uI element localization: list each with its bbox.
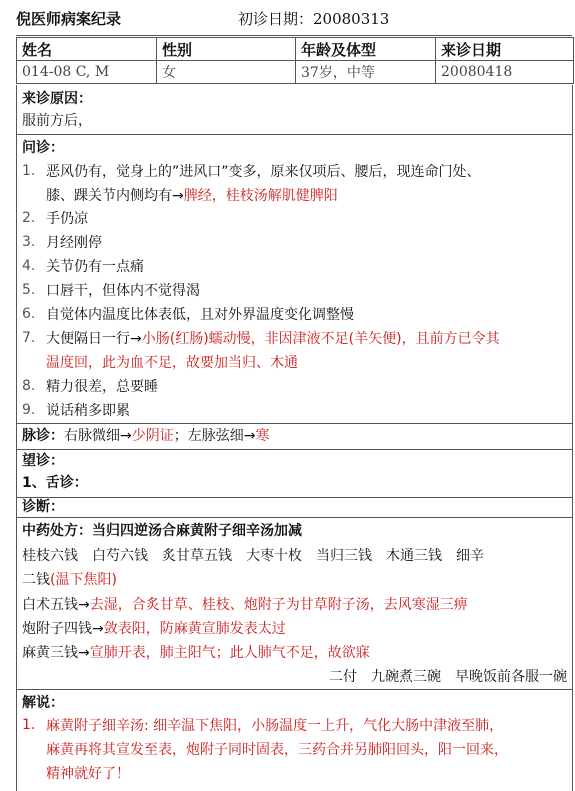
arrow-icon: → <box>78 645 90 661</box>
header-age-build: 年龄及体型 <box>296 38 436 61</box>
observation-label: 望诊： <box>22 453 64 469</box>
inquiry-item-9: 说话稍多即累 <box>46 403 130 419</box>
tongue-label: 1、舌诊： <box>22 475 88 491</box>
pulse-right: 右脉微细 <box>64 428 120 444</box>
divider-diagnosis <box>16 517 573 518</box>
inquiry-item-3: 月经刚停 <box>46 235 102 251</box>
herb-xixin-dose: 二钱 <box>22 572 50 588</box>
header-rule <box>16 35 572 36</box>
herb-baishao: 白芍六钱 <box>92 548 148 564</box>
patient-id: 014-08 C, M <box>17 61 157 84</box>
reason-text: 服前方后， <box>22 113 92 129</box>
pulse-label: 脉诊： <box>22 428 64 444</box>
herb-paofuzi-line <box>22 620 286 639</box>
inquiry-item-7-line1 <box>46 330 500 349</box>
divider-inquiry <box>16 423 573 424</box>
first-visit-date: 初诊日期：20080313 <box>238 10 390 28</box>
herbs-line-1 <box>22 547 484 566</box>
inquiry-item-5: 口唇干，但体内不觉得渴 <box>46 283 200 299</box>
divider-observation <box>16 497 573 498</box>
inquiry-num-2: 2. <box>22 210 36 226</box>
record-header <box>16 8 389 29</box>
inquiry-num-5: 5. <box>22 282 36 298</box>
reason-label: 来诊原因： <box>22 91 92 107</box>
inquiry-num-1: 1. <box>22 163 36 179</box>
herb-danggui: 当归三钱 <box>316 548 372 564</box>
arrow-icon: → <box>130 331 142 347</box>
arrow-icon: → <box>92 621 104 637</box>
inquiry-item-7-note: 小肠(红肠)蠕动慢，非因津液不足(羊矢便)，且前方已令其 <box>141 331 500 347</box>
patient-info-table <box>16 37 574 84</box>
explanation-line-3: 精神就好了！ <box>46 766 130 782</box>
explanation-line-1: 麻黄附子细辛汤: 细辛温下焦阳，小肠温度一上升，气化大肠中津液至肺， <box>46 718 504 734</box>
inquiry-num-3: 3. <box>22 234 36 250</box>
herb-mutong: 木通三钱 <box>386 548 442 564</box>
patient-age-build: 37岁，中等 <box>296 61 436 84</box>
inquiry-num-8: 8. <box>22 378 36 394</box>
inquiry-num-9: 9. <box>22 402 36 418</box>
divider-pulse <box>16 449 573 450</box>
dosage-instructions: 二付 九碗煮三碗 早晚饭前各服一碗 <box>329 669 567 685</box>
inquiry-item-4: 关节仍有一点痛 <box>46 259 144 275</box>
header-gender: 性别 <box>157 38 296 61</box>
pulse-left: ；左脉弦细 <box>173 428 244 444</box>
herb-baizhu: 白术五钱 <box>22 597 78 613</box>
inquiry-num-6: 6. <box>22 306 36 322</box>
herb-mahuang-note: 宣肺开表，肺主阳气；此人肺气不足，故欲寐 <box>89 645 370 661</box>
arrow-icon: → <box>120 428 132 444</box>
pulse-left-note: 寒 <box>255 428 270 444</box>
herb-xixin-note: (温下焦阳) <box>50 572 117 588</box>
herb-baizhu-line <box>22 596 468 615</box>
arrow-icon: → <box>78 597 90 613</box>
info-header-row <box>17 38 574 61</box>
inquiry-item-1-line1: 恶风仍有，觉身上的”进风口”变多，原来仅项后、腰后，现连命门处、 <box>46 164 481 180</box>
info-value-row <box>17 61 574 84</box>
herb-paofuzi-note: 敛表阳，防麻黄宣肺发表太过 <box>103 621 286 637</box>
inquiry-item-8: 精力很差，总要睡 <box>46 379 158 395</box>
visit-date: 20080418 <box>436 61 574 84</box>
inquiry-item-1-text: 膝、踝关节内侧均有 <box>46 188 172 204</box>
pulse-line <box>22 427 269 446</box>
divider-prescription <box>16 689 573 690</box>
inquiry-num-4: 4. <box>22 258 36 274</box>
inquiry-num-7: 7. <box>22 330 36 346</box>
diagnosis-label: 诊断： <box>22 499 64 515</box>
explanation-num-1: 1. <box>22 717 36 733</box>
header-visit-date: 来诊日期 <box>436 38 574 61</box>
herb-paofuzi: 炮附子四钱 <box>22 621 92 637</box>
explanation-line-2: 麻黄再将其宣发至表，炮附子同时固表，三药合并另肺阳回头，阳一回来， <box>46 742 508 758</box>
inquiry-item-6: 自觉体内温度比体表低，且对外界温度变化调整慢 <box>46 307 354 323</box>
patient-gender: 女 <box>157 61 296 84</box>
inquiry-item-1-line2 <box>46 187 338 206</box>
herb-zhigancao: 炙甘草五钱 <box>162 548 232 564</box>
herb-baizhu-note: 去湿，合炙甘草、桂枝、炮附子为甘草附子汤，去风寒湿三痹 <box>89 597 468 613</box>
herb-mahuang-line <box>22 644 370 663</box>
inquiry-item-7-text: 大便隔日一行 <box>46 331 130 347</box>
inquiry-item-1-note: 脾经，桂枝汤解肌健脾阳 <box>183 188 338 204</box>
divider-reason <box>16 134 573 135</box>
herb-dazao: 大枣十枚 <box>246 548 302 564</box>
pulse-right-note: 少阴证 <box>131 428 174 444</box>
herb-xixin: 细辛 <box>456 548 484 564</box>
inquiry-label: 问诊： <box>22 140 64 156</box>
herbs-line-2 <box>22 571 117 590</box>
header-name: 姓名 <box>17 38 157 61</box>
herb-guizhi: 桂枝六钱 <box>22 548 78 564</box>
explanation-label: 解说： <box>22 695 64 711</box>
arrow-icon: → <box>243 428 256 444</box>
prescription-title: 中药处方：当归四逆汤合麻黄附子细辛汤加减 <box>22 523 302 539</box>
herb-mahuang: 麻黄三钱 <box>22 645 78 661</box>
inquiry-item-7-line2: 温度回，此为血不足，故要加当归、木通 <box>46 355 298 371</box>
record-title: 倪医师病案纪录 <box>16 10 122 28</box>
arrow-icon: → <box>172 188 184 204</box>
inquiry-item-2: 手仍凉 <box>46 211 88 227</box>
